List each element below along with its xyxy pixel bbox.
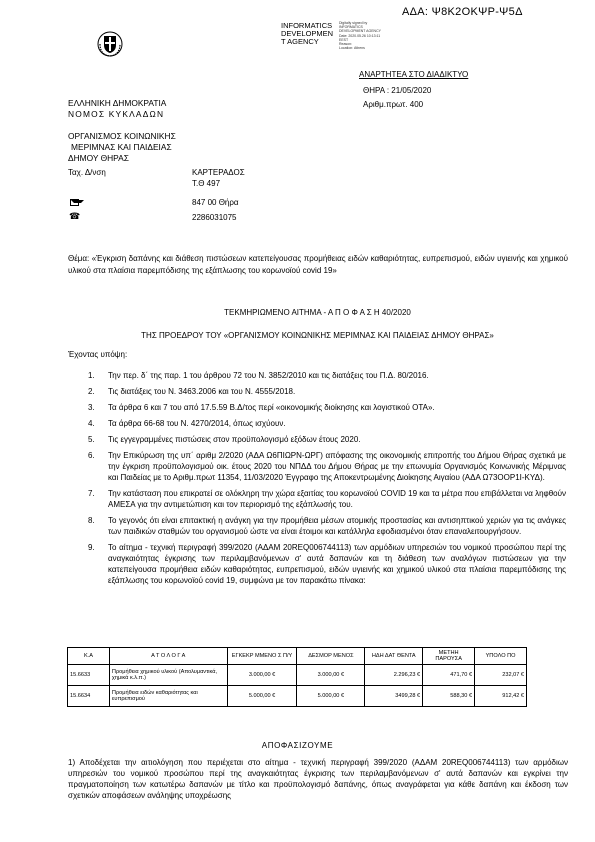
- address-value: ΚΑΡΤΕΡΑΔΟΣ: [192, 168, 245, 177]
- decision-paragraph: 1) Αποδέχεται την αιτιολόγηση που περιέχεται στο αίτημα - τεχνική περιγραφή 399/2020 (ΑΔΑΜ 20REQ006744113) των αρμόδιων υπηρεσιών του νομικού προσώπου περί της αναγκαιότητας έγκρισης των περιλαμβανόμενων σ' αυτά δαπανών και εγκρίνει την πραγματοποίηση των κατωτέρω δαπανών με τίτλο και προϋπολογισμό δαπάνης, όπως αναγράφεται για κάθε δαπάνη και έκδοση των σχετικών αποφάσεων ανάληψης υποχρέωσης: [68, 758, 568, 800]
- list-item: 7. Την κατάσταση που επικρατεί σε ολόκληρη την χώρα εξαιτίας του κορωνοϊού COVID 19 και τα μέτρα που επιβάλλεται να ληφθούν ΑΜΕΣΑ για την αντιμετώπιση και τον περιορισμό της εξάπλωσής του.: [88, 489, 566, 509]
- considering-label: Έχοντας υπόψη:: [68, 350, 128, 359]
- envelope-icon: [70, 199, 79, 206]
- table-header-row: [68, 648, 527, 665]
- col-header: Κ.Α: [68, 648, 110, 665]
- list-item: 2. Τις διατάξεις του Ν. 3463.2006 και του Ν. 4555/2018.: [88, 387, 296, 396]
- table-cell: 15.6633: [68, 665, 110, 686]
- postal-code: 847 00 Θήρα: [192, 198, 239, 207]
- table-cell: 232,07 €: [475, 665, 527, 686]
- list-item: 9. Το αίτημα - τεχνική περιγραφή 399/2020 (ΑΔΑΜ 20REQ006744113) των αρμόδιων υπηρεσιών του νομικού προσώπου περί της αναγκαιότητας έγκρισης των περιλαμβανόμενων σ' αυτά δαπανών και τη διάθεση των αναλόγων πιστώσεων για την κατεπείγουσα προμήθεια ειδών καθαριότητας, ευπρεπισμού, ειδών υγιεινής και χημικού υλικού στα πλαίσια παρεμπόδισης της εξάπλωσης του κορωνοϊού covid 19, συμφώνα με τον παρακάτω πίνακα:: [88, 543, 566, 585]
- col-header: ΔΕΣΜΟΡ ΜΕΝΟΣ: [297, 648, 365, 665]
- decide-heading: ΑΠΟΦΑΣΙΖΟΥΜΕ: [261, 741, 334, 750]
- list-item: 6. Την Επικύρωση της υπ΄ αριθμ 2/2020 (ΑΔΑ Ω6ΠΙΩΡΝ-ΩΡΓ) απόφασης της οικονομικής επιτροπής του Δήμου Θήρας σχετικά με την έγκριση προϋπολογισμού οικ. έτους 2020 του ΝΠΔΔ του Δήμου Θήρας με την επωνυμία Οργανισμός Κοινωνικής Μέριμνας και Παιδείας με το Αριθμ.πρωτ 11354, 11/03/2020 Έγγραφο της Αποκεντρωμένης Διοίκησης Αιγαίου (ΑΔΑ Ω73ΟΟΡ1Ι-ΚΥΔ).: [88, 451, 566, 482]
- agency-line: DEVELOPMEN: [281, 29, 334, 38]
- table-cell: 2.296,23 €: [365, 665, 423, 686]
- list-item: 4. Τα άρθρα 66-68 του Ν. 4270/2014, όπως ισχύουν.: [88, 419, 286, 428]
- signature-line: EEST: [339, 37, 349, 42]
- org-line: ΔΗΜΟΥ ΘΗΡΑΣ: [68, 153, 129, 163]
- signature-details: [339, 21, 381, 50]
- sender-block: [68, 98, 176, 164]
- decision-subtitle: ΤΗΣ ΠΡΟΕΔΡΟΥ ΤΟΥ «ΟΡΓΑΝΙΣΜΟΥ ΚΟΙΝΩΝΙΚΗΣ ΜΕΡΙΜΝΑΣ ΚΑΙ ΠΑΙΔΕΙΑΣ ΔΗΜΟΥ ΘΗΡΑΣ»: [141, 331, 494, 340]
- considerations-list: [88, 370, 566, 591]
- col-header: ΜΕΤΗΗ ΠΑΡΟΥΣΑ: [423, 648, 475, 665]
- col-header: ΕΓΚΕΚΡ ΜΜΕΝΟ Σ Π/Υ: [227, 648, 297, 665]
- list-item: 5. Τις εγγεγραμμένες πιστώσεις στον προϋπολογισμό εξόδων έτους 2020.: [88, 435, 361, 444]
- signature-line: Date: 2020.05.26 10:13:11: [339, 33, 381, 38]
- budget-table: [67, 647, 527, 707]
- table-cell: 5.000,00 €: [297, 686, 365, 707]
- signature-line: Digitally signed by: [339, 21, 368, 25]
- col-header: ΗΔΗ ΔΑΤ ΘΕΝΤΑ: [365, 648, 423, 665]
- document-date: ΘΗΡΑ : 21/05/2020: [363, 86, 432, 95]
- decision-title: ΤΕΚΜΗΡΙΩΜΕΝΟ ΑΙΤΗΜΑ - Α Π Ο Φ Α Σ Η 40/2020: [224, 308, 411, 317]
- table-cell: 912,42 €: [475, 686, 527, 707]
- signature-line: Location: Athens: [339, 46, 365, 51]
- table-cell: Προμήθεια χημικού υλικού (Απολυμαντικά, χημικά κ.λ.π.): [109, 665, 227, 686]
- agency-line: T AGENCY: [281, 37, 319, 46]
- ada-code: ΑΔΑ: Ψ8Κ2ΟΚΨΡ-Ψ5Δ: [402, 6, 523, 18]
- list-item: 3. Τα άρθρα 6 και 7 του από 17.5.59 Β.Δ/τος περί «οικονομικής διοίκησης και λογιστικού ΟΤΑ».: [88, 403, 435, 412]
- address-po-box: Τ.Θ 497: [192, 179, 221, 188]
- signature-line: DEVELOPMENT AGENCY: [339, 29, 381, 34]
- table-cell: 588,30 €: [423, 686, 475, 707]
- table-cell: Προμήθεια ειδών καθαριότητας και ευπρεπισμού: [109, 686, 227, 707]
- col-header: ΥΠΟΛΟ ΠΟ: [475, 648, 527, 665]
- signature-line: INFORMATICS: [339, 25, 363, 30]
- table-cell: 3.000,00 €: [227, 665, 297, 686]
- phone-number: 2286031075: [192, 213, 237, 222]
- table-cell: 471,70 €: [423, 665, 475, 686]
- signature-agency: [281, 22, 333, 46]
- table-row: [68, 665, 527, 686]
- agency-line: INFORMATICS: [281, 21, 333, 30]
- org-line: ΜΕΡΙΜΝΑΣ ΚΑΙ ΠΑΙΔΕΙΑΣ: [71, 142, 172, 152]
- table-cell: 5.000,00 €: [227, 686, 297, 707]
- list-item: 8. Το γεγονός ότι είναι επιτακτική η ανάγκη για την προμήθεια μέσων ατομικής προστασίας και αντισηπτικού χεριών για τις ανάγκες των παιδικών σταθμών του οργανισμού ώστε να είναι έτοιμοι και κατάλληλα εφοδιασμένοι όταν επαναλειτουργήσουν.: [88, 516, 566, 536]
- phone-icon: ☎: [69, 211, 81, 221]
- subject: Θέμα: «Έγκριση δαπάνης και διάθεση πιστώσεων κατεπείγουσας προμήθειας ειδών καθαριότητας, ευπρεπισμού, ειδών υγιεινής και χημικού υλικού στα πλαίσια παρεμπόδισης της εξάπλωσης του κορωνοϊού covid 19»: [68, 254, 568, 275]
- posted-label: ΑΝΑΡΤΗΤΕΑ ΣΤΟ ΔΙΑΔΙΚΤΥΟ: [359, 70, 469, 79]
- protocol-number: Αριθμ.πρωτ. 400: [363, 100, 424, 109]
- table-cell: 3499,28 €: [365, 686, 423, 707]
- sender-line: ΕΛΛΗΝΙΚΗ ΔΗΜΟΚΡΑΤΙΑ: [68, 98, 167, 108]
- table-cell: 15.6634: [68, 686, 110, 707]
- signature-line: Reason:: [339, 42, 353, 47]
- org-line: ΟΡΓΑΝΙΣΜΟΣ ΚΟΙΝΩΝΙΚΗΣ: [68, 131, 176, 141]
- table-cell: 3.000,00 €: [297, 665, 365, 686]
- col-header: Α Τ Ο Λ Ο Γ Α: [109, 648, 227, 665]
- greek-emblem-icon: [97, 30, 123, 58]
- address-label: Ταχ. Δ/νση: [68, 168, 106, 177]
- list-item: 1. Την περ. δ΄ της παρ. 1 του άρθρου 72 του Ν. 3852/2010 και τις διατάξεις του Π.Δ. 80/2016.: [88, 371, 429, 380]
- table-row: [68, 686, 527, 707]
- sender-line: ΝΟΜΟΣ ΚΥΚΛΑΔΩΝ: [68, 109, 165, 119]
